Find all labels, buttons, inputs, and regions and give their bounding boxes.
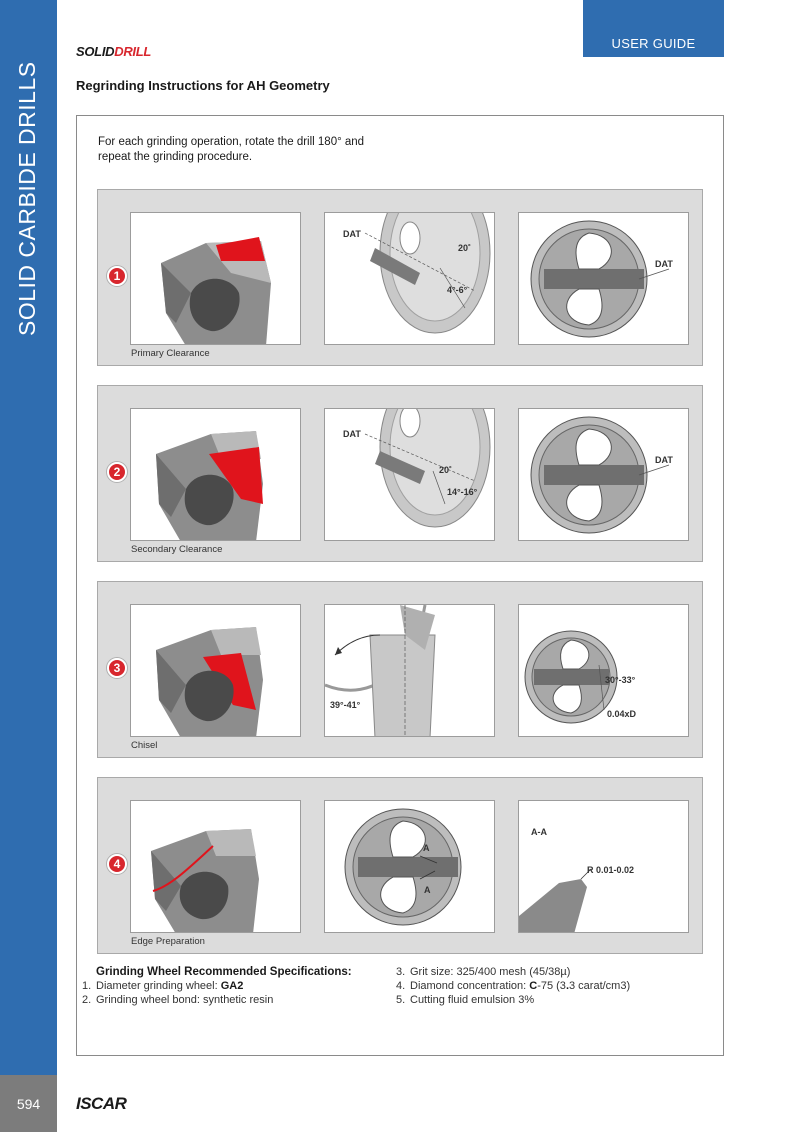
- svg-text:39°-41°: 39°-41°: [330, 700, 361, 710]
- specs-title: Grinding Wheel Recommended Specifications:: [96, 966, 352, 978]
- side-section-title: SOLID CARBIDE DRILLS: [14, 61, 40, 336]
- svg-text:20˚: 20˚: [439, 465, 453, 475]
- drill-tip-image: [130, 604, 301, 737]
- svg-text:DAT: DAT: [655, 259, 673, 269]
- spec-item: 3. Grit size: 325/400 mesh (45/38µ): [396, 966, 571, 978]
- wheel-specs-right: [396, 965, 696, 1007]
- step-edge-preparation: [97, 777, 703, 954]
- step-chisel: [97, 581, 703, 758]
- step-caption: Secondary Clearance: [131, 544, 223, 555]
- chisel-side-diagram: [324, 604, 495, 737]
- svg-text:0.04xD: 0.04xD: [607, 709, 637, 719]
- drill-tip-image: [130, 408, 301, 541]
- svg-text:A: A: [424, 885, 431, 895]
- step-caption: Edge Preparation: [131, 936, 205, 947]
- user-guide-tab: USER GUIDE: [583, 0, 724, 57]
- chisel-end-view-diagram: [518, 604, 689, 737]
- step-caption: Primary Clearance: [131, 348, 210, 359]
- grinding-wheel-diagram: [324, 408, 495, 541]
- drill-tip-image: [130, 212, 301, 345]
- svg-text:20˚: 20˚: [458, 243, 472, 253]
- page-title: Regrinding Instructions for AH Geometry: [76, 78, 330, 93]
- grinding-wheel-diagram: [324, 212, 495, 345]
- svg-text:30°-33°: 30°-33°: [605, 675, 636, 685]
- section-a-a-diagram: [518, 800, 689, 933]
- step-number-badge: 3: [107, 658, 127, 678]
- edge-end-view-diagram: [324, 800, 495, 933]
- soliddrill-logo: SOLIDDRILL: [76, 44, 152, 59]
- spec-item: 1. Diameter grinding wheel: GA2: [82, 980, 244, 992]
- svg-text:14°-16°: 14°-16°: [447, 487, 478, 497]
- svg-text:DAT: DAT: [343, 229, 361, 239]
- svg-text:R 0.01-0.02: R 0.01-0.02: [587, 865, 635, 875]
- svg-text:DAT: DAT: [655, 455, 673, 465]
- drill-end-view-diagram: [518, 212, 689, 345]
- side-bar: [0, 0, 57, 1075]
- spec-item: 2. Grinding wheel bond: synthetic resin: [82, 994, 274, 1006]
- svg-text:DAT: DAT: [343, 429, 361, 439]
- svg-text:A: A: [423, 843, 430, 853]
- step-caption: Chisel: [131, 740, 158, 751]
- step-number-badge: 4: [107, 854, 127, 874]
- step-primary-clearance: [97, 189, 703, 366]
- step-number-badge: 2: [107, 462, 127, 482]
- step-secondary-clearance: [97, 385, 703, 562]
- step-number-badge: 1: [107, 266, 127, 286]
- wheel-specs-left: [82, 965, 382, 1007]
- spec-item: 4. Diamond concentration: C-75 (3.3 carat/cm3): [396, 980, 631, 992]
- iscar-logo: ISCAR: [76, 1094, 127, 1113]
- svg-text:4°-6°: 4°-6°: [447, 285, 468, 295]
- spec-item: 5. Cutting fluid emulsion 3%: [396, 994, 535, 1006]
- intro-text: For each grinding operation, rotate the drill 180° and repeat the grinding procedure.: [98, 136, 365, 163]
- page-number: 594: [0, 1075, 57, 1132]
- drill-tip-image: [130, 800, 301, 933]
- svg-text:A-A: A-A: [531, 827, 547, 837]
- drill-end-view-diagram: [518, 408, 689, 541]
